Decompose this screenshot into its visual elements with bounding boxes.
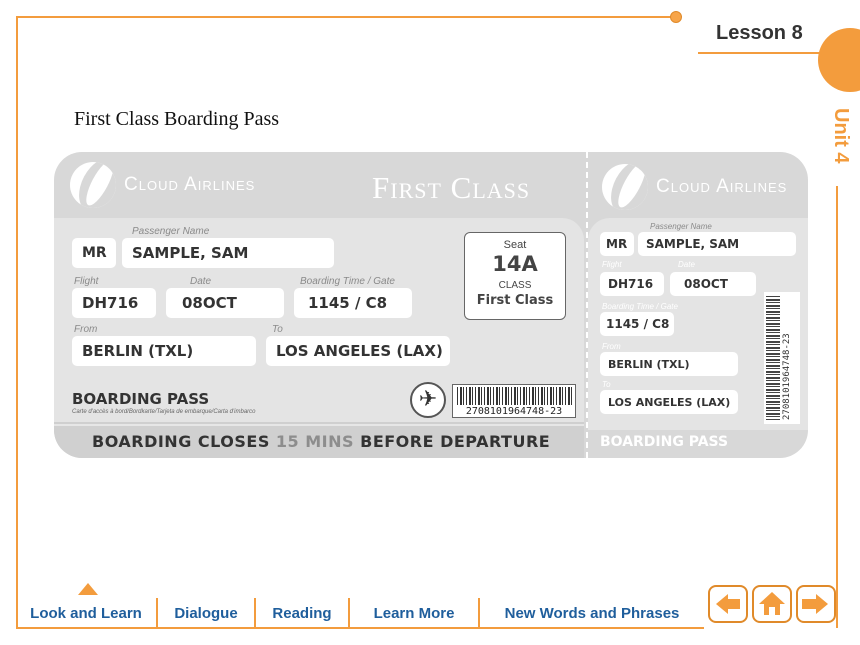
stub-to-field: LOS ANGELES (LAX) bbox=[600, 390, 738, 414]
barcode bbox=[452, 384, 576, 418]
stub-passenger-field: SAMPLE, SAM bbox=[638, 232, 796, 256]
stub-title-field: MR bbox=[600, 232, 634, 256]
stub-boarding-gate-field: 1145 / C8 bbox=[600, 312, 674, 336]
tab-look-and-learn[interactable]: Look and Learn bbox=[16, 598, 158, 628]
airline-logo-icon bbox=[70, 162, 116, 208]
flight-label: Flight bbox=[74, 276, 99, 287]
boarding-closes-notice bbox=[92, 432, 550, 451]
bottom-tabs bbox=[16, 598, 704, 628]
closes-minutes: 15 MINS bbox=[275, 432, 355, 451]
boarding-gate-label: Boarding Time / Gate bbox=[300, 276, 395, 287]
stub-airline-logo-icon bbox=[602, 164, 648, 210]
title-field: MR bbox=[72, 238, 116, 268]
flight-field: DH716 bbox=[72, 288, 156, 318]
stub-date-label: Date bbox=[678, 260, 695, 269]
passenger-field: SAMPLE, SAM bbox=[122, 238, 334, 268]
closes-text-pre: BOARDING CLOSES bbox=[92, 432, 276, 451]
tab-dialogue[interactable]: Dialogue bbox=[158, 598, 256, 628]
lesson-label: Lesson 8 bbox=[716, 22, 803, 44]
corner-decoration bbox=[818, 28, 860, 92]
seat-value: 14A bbox=[492, 252, 538, 276]
previous-button[interactable] bbox=[708, 585, 748, 623]
class-value: First Class bbox=[476, 293, 554, 308]
barcode-number: 2708101964748-23 bbox=[453, 406, 575, 417]
airline-logo bbox=[70, 162, 255, 208]
stub-barcode-number: 2708101964748-23 bbox=[782, 333, 792, 420]
unit-label: Unit 4 bbox=[830, 108, 852, 164]
stub-flight-field: DH716 bbox=[600, 272, 664, 296]
stub-to-label: To bbox=[602, 380, 611, 389]
next-button[interactable] bbox=[796, 585, 836, 623]
stub-barcode bbox=[764, 292, 800, 424]
frame-top-line bbox=[16, 16, 676, 18]
frame-dot bbox=[670, 11, 682, 23]
airline-name: Cloud Airlines bbox=[124, 174, 256, 195]
stub-from-label: From bbox=[602, 342, 621, 351]
closes-text-post: BEFORE DEPARTURE bbox=[354, 432, 551, 451]
from-field: BERLIN (TXL) bbox=[72, 336, 256, 366]
stub-from-field: BERLIN (TXL) bbox=[600, 352, 738, 376]
to-field: LOS ANGELES (LAX) bbox=[266, 336, 450, 366]
ticket-perforation bbox=[586, 152, 588, 458]
boarding-pass-title: BOARDING PASS bbox=[72, 390, 210, 408]
tab-learn-more[interactable]: Learn More bbox=[350, 598, 480, 628]
to-label: To bbox=[272, 324, 283, 335]
seat-label: Seat bbox=[503, 239, 527, 251]
class-label: CLASS bbox=[498, 280, 532, 291]
stub-barcode-bars bbox=[766, 296, 780, 420]
stub-boarding-gate-label: Boarding Time / Gate bbox=[602, 302, 678, 311]
passenger-name-label: Passenger Name bbox=[132, 226, 210, 237]
page-title: First Class Boarding Pass bbox=[74, 108, 280, 130]
airplane-icon: ✈ bbox=[410, 382, 446, 418]
unit-line bbox=[836, 186, 838, 628]
date-field: 08OCT bbox=[166, 288, 284, 318]
tab-reading[interactable]: Reading bbox=[256, 598, 350, 628]
home-icon bbox=[759, 592, 785, 616]
frame-left-line bbox=[16, 16, 18, 628]
boarding-pass-image bbox=[54, 152, 808, 458]
stub-airline-logo bbox=[602, 164, 787, 210]
barcode-bars bbox=[457, 387, 573, 405]
arrow-right-icon bbox=[816, 594, 828, 614]
boarding-pass-translations: Carte d'accès à bord/Bordkarte/Tarjeta de embarque/Carta d'imbarco bbox=[72, 409, 256, 415]
stub-passenger-name-label: Passenger Name bbox=[650, 222, 712, 231]
boarding-gate-field: 1145 / C8 bbox=[294, 288, 412, 318]
lesson-underline bbox=[698, 52, 826, 54]
stub-date-field: 08OCT bbox=[670, 272, 756, 296]
stub-airline-name: Cloud Airlines bbox=[656, 176, 788, 197]
class-banner: First Class bbox=[372, 170, 531, 205]
seat-class-box bbox=[464, 232, 566, 320]
stub-flight-label: Flight bbox=[602, 260, 622, 269]
tab-new-words-and-phrases[interactable]: New Words and Phrases bbox=[504, 604, 680, 622]
from-label: From bbox=[74, 324, 98, 335]
home-button[interactable] bbox=[752, 585, 792, 623]
date-label: Date bbox=[190, 276, 212, 287]
active-tab-indicator bbox=[78, 583, 98, 595]
stub-boarding-pass-title: BOARDING PASS bbox=[600, 434, 729, 450]
arrow-left-icon bbox=[716, 594, 728, 614]
